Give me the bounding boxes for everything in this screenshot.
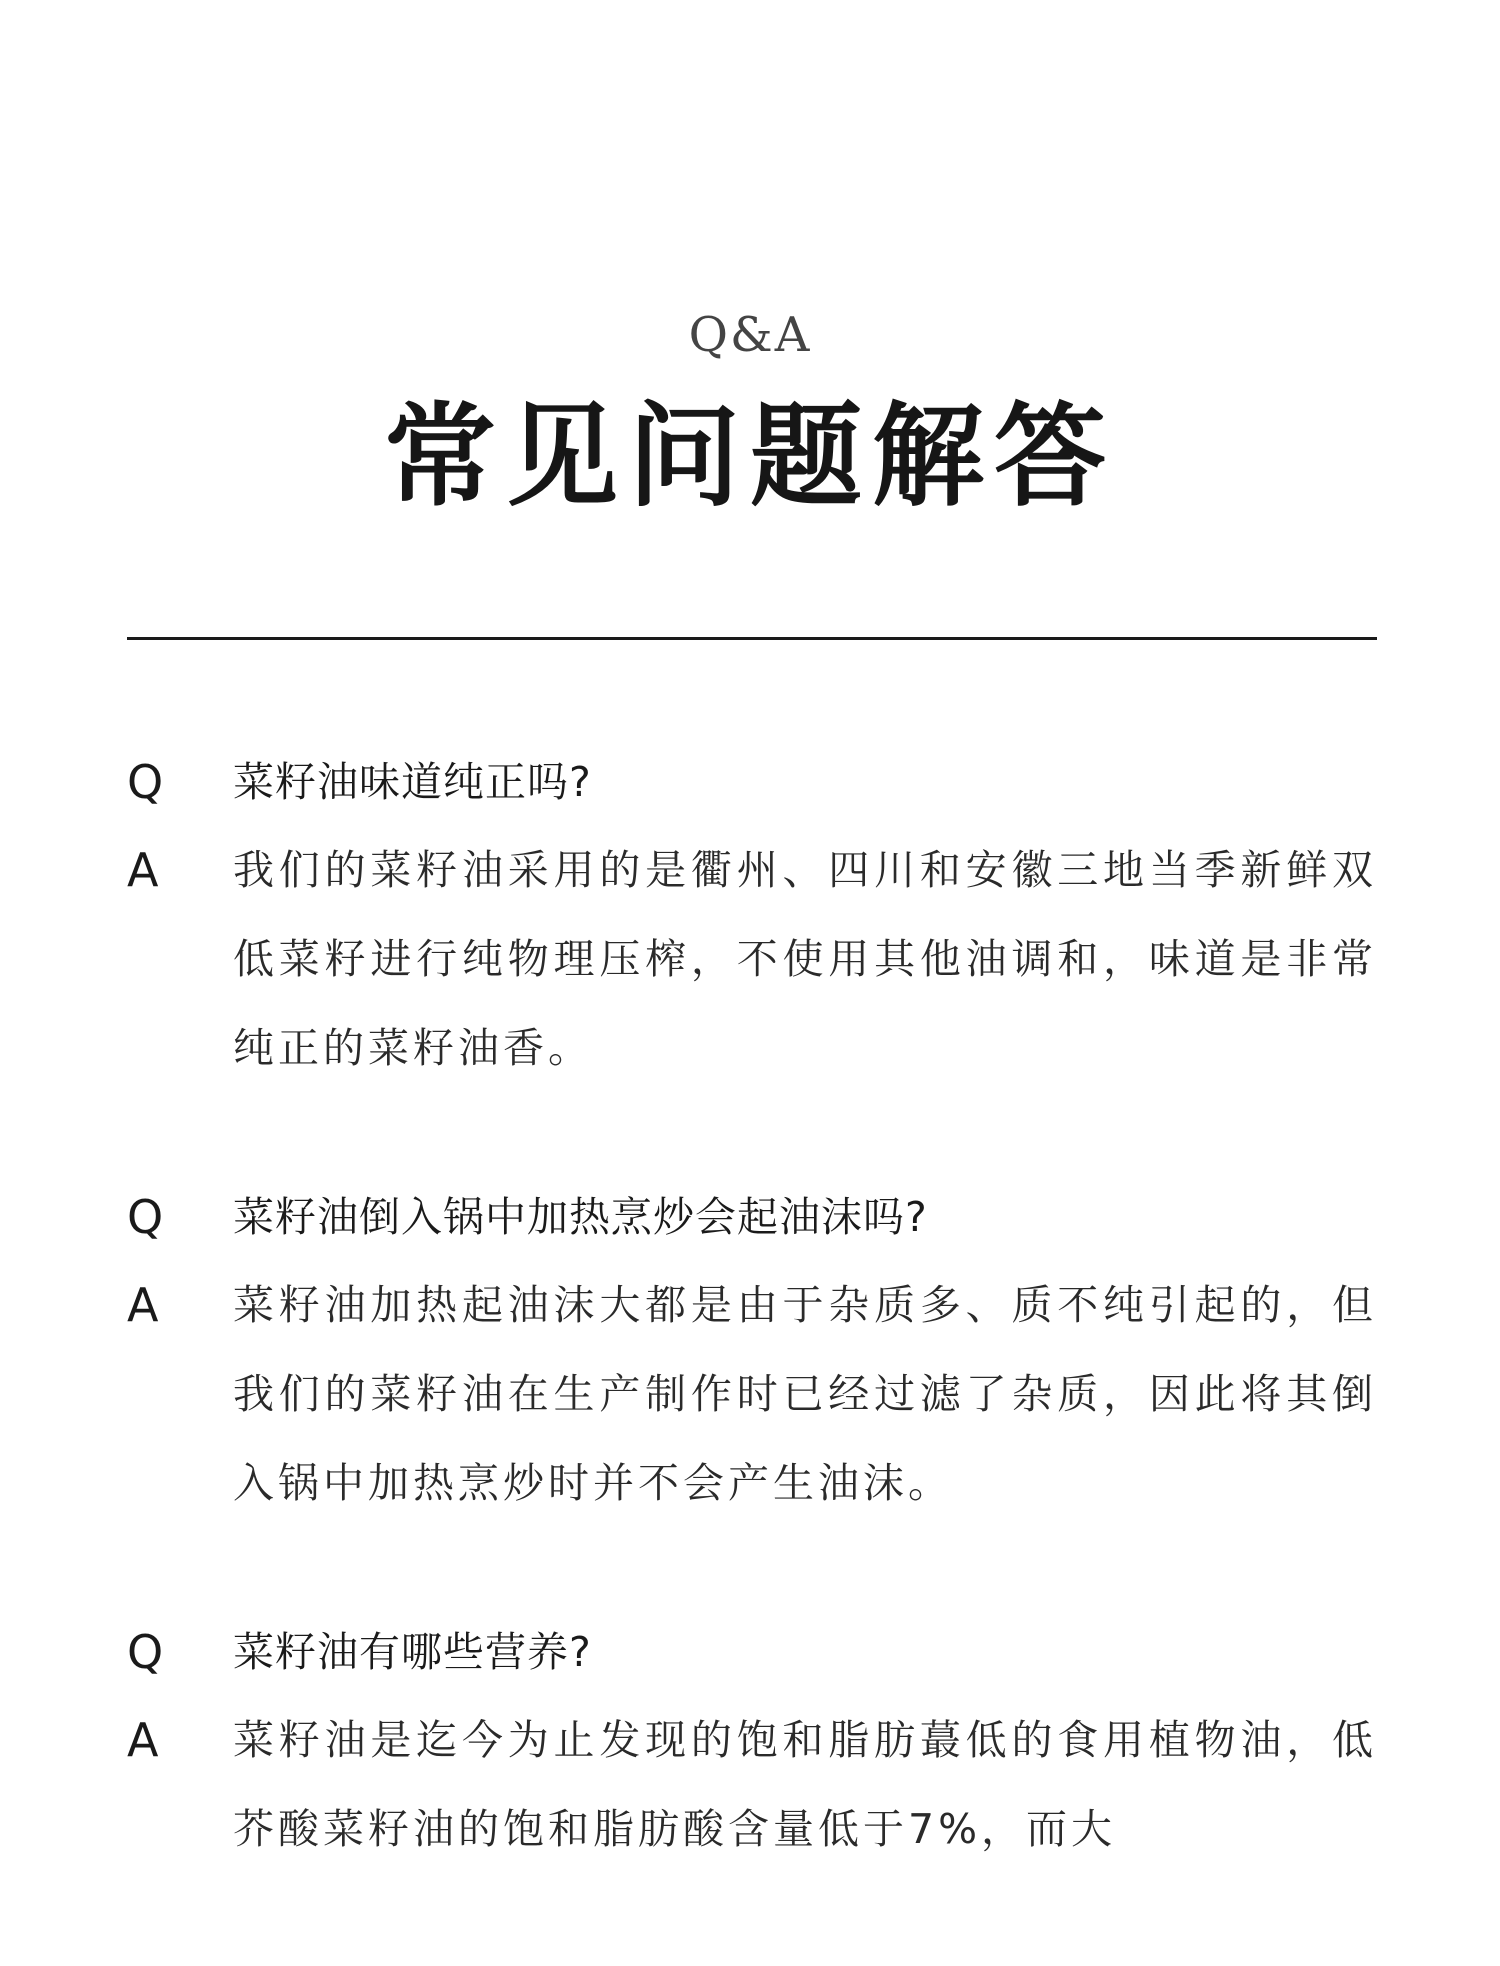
question-marker: Q bbox=[127, 755, 164, 809]
question-row bbox=[127, 750, 1377, 814]
answer-text: 菜籽油加热起油沫大都是由于杂质多、质不纯引起的，但我们的菜籽油在生产制作时已经过滤了杂质，因此将其倒入锅中加热烹炒时并不会产生油沫。 bbox=[233, 1281, 1377, 1507]
faq-item bbox=[127, 1185, 1377, 1528]
answer-row bbox=[127, 1708, 1377, 1874]
question-text: 菜籽油味道纯正吗? bbox=[233, 758, 592, 806]
question-marker: Q bbox=[127, 1190, 164, 1244]
page-header bbox=[0, 305, 1500, 527]
question-row bbox=[127, 1620, 1377, 1684]
faq-item bbox=[127, 750, 1377, 1093]
page-subtitle: Q&A bbox=[688, 307, 812, 363]
page-title: 常见问题解答 bbox=[384, 391, 1116, 522]
answer-marker: A bbox=[127, 1278, 159, 1332]
answer-row bbox=[127, 1273, 1377, 1528]
header-divider bbox=[127, 637, 1377, 640]
question-text: 菜籽油倒入锅中加热烹炒会起油沫吗? bbox=[233, 1193, 928, 1241]
faq-item bbox=[127, 1620, 1377, 1874]
faq-list bbox=[127, 750, 1377, 1966]
answer-marker: A bbox=[127, 1713, 159, 1767]
answer-text: 菜籽油是迄今为止发现的饱和脂肪蕞低的食用植物油，低芥酸菜籽油的饱和脂肪酸含量低于7%，而大 bbox=[233, 1716, 1377, 1853]
answer-text: 我们的菜籽油采用的是衢州、四川和安徽三地当季新鲜双低菜籽进行纯物理压榨，不使用其他油调和，味道是非常纯正的菜籽油香。 bbox=[233, 846, 1377, 1072]
question-text: 菜籽油有哪些营养? bbox=[233, 1628, 592, 1676]
question-marker: Q bbox=[127, 1625, 164, 1679]
answer-row bbox=[127, 838, 1377, 1093]
question-row bbox=[127, 1185, 1377, 1249]
answer-marker: A bbox=[127, 843, 159, 897]
